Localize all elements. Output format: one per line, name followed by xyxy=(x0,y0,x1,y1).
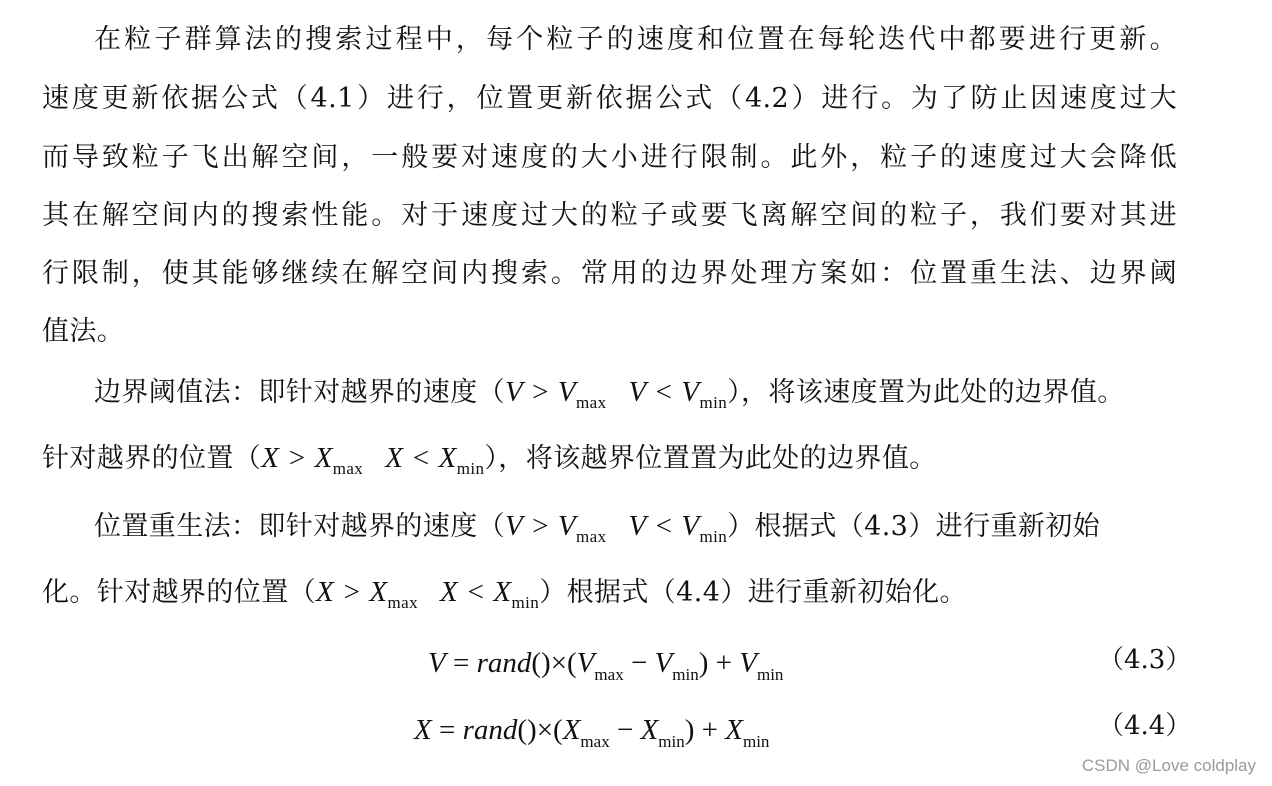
math-inline: $X > X_{max}$ $X < X_{min}$ xyxy=(261,442,485,478)
paragraph-1-line-3: 而导致粒子飞出解空间，一般要对速度的大小进行限制。此外，粒子的速度过大会降低 xyxy=(42,142,1177,173)
paragraph-1-line-4: 其在解空间内的搜索性能。对于速度过大的粒子或要飞离解空间的粒子，我们要对其进 xyxy=(42,200,1177,231)
paragraph-3-line-2 xyxy=(42,572,1177,612)
equation-number-4-3: （4.3） xyxy=(1098,645,1192,675)
math-inline: $X > X_{max}$ $X < X_{min}$ xyxy=(316,576,540,612)
text-segment: 化。针对越界的位置（ xyxy=(42,577,316,608)
math-inline: $V > V_{max}$ $V < V_{min}$ xyxy=(505,510,728,546)
text-segment: 边界阈值法：即针对越界的速度（ xyxy=(94,377,505,408)
equation-number-4-4: （4.4） xyxy=(1098,711,1192,741)
text-segment: 针对越界的位置（ xyxy=(42,443,262,474)
paragraph-1-line-5: 行限制，使其能够继续在解空间内搜索。常用的边界处理方案如：位置重生法、边界阈 xyxy=(42,258,1177,289)
math-inline: $V > V_{max}$ $V < V_{min}$ xyxy=(505,376,728,412)
equation-4-4: $X = rand()\times(X_{max} - X_{min}) + X_{min}$ xyxy=(414,714,770,751)
text-segment: ），将该越界位置置为此处的边界值。 xyxy=(484,443,937,474)
paragraph-2-line-1 xyxy=(94,372,1177,412)
text-segment: 位置重生法：即针对越界的速度（ xyxy=(94,511,505,542)
paragraph-1-line-2: 速度更新依据公式（4.1）进行，位置更新依据公式（4.2）进行。为了防止因速度过大 xyxy=(42,83,1177,114)
paragraph-3-line-1 xyxy=(94,506,1177,546)
paragraph-2-line-2 xyxy=(42,438,1177,478)
paragraph-1-line-6: 值法。 xyxy=(42,316,125,347)
paragraph-1-line-1: 在粒子群算法的搜索过程中，每个粒子的速度和位置在每轮迭代中都要进行更新。 xyxy=(94,24,1177,55)
text-segment: ），将该速度置为此处的边界值。 xyxy=(727,377,1125,408)
watermark: CSDN @Love coldplay xyxy=(1081,756,1256,775)
equation-4-3: $V = rand()\times(V_{max} - V_{min}) + V_{min}$ xyxy=(428,647,784,684)
text-segment: ）根据式（4.3）进行重新初始 xyxy=(727,511,1101,542)
text-segment: ）根据式（4.4）进行重新初始化。 xyxy=(539,577,967,608)
